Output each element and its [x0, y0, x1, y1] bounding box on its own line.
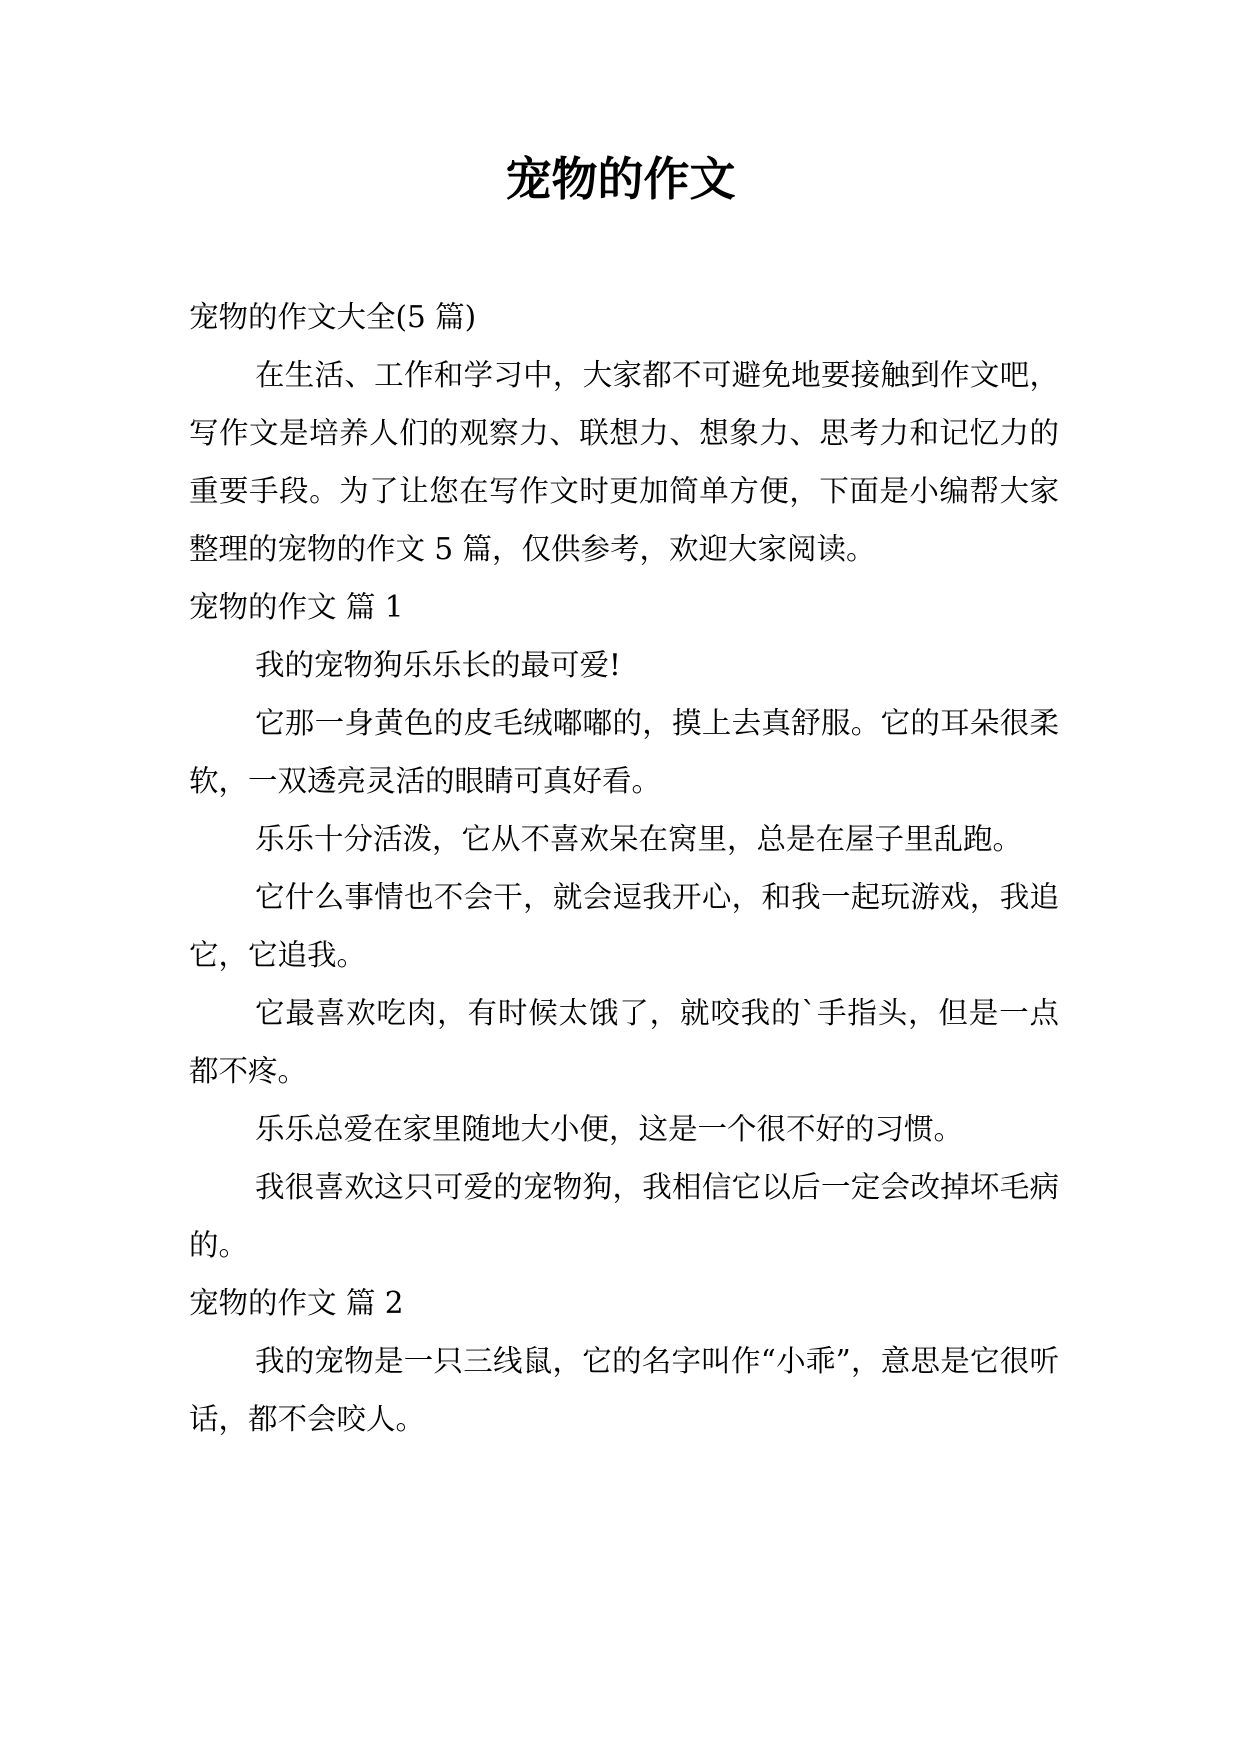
- paragraph: 我的宠物狗乐乐长的最可爱!: [255, 648, 621, 682]
- document-body: [189, 288, 1059, 1448]
- paragraph: 乐乐总爱在家里随地大小便，这是一个很不好的习惯。: [255, 1112, 964, 1146]
- paragraph: 乐乐十分活泼，它从不喜欢呆在窝里，总是在屋子里乱跑。: [255, 822, 1023, 856]
- section-heading-1: 宠物的作文 篇 1: [189, 590, 404, 624]
- paragraph: 它什么事情也不会干，就会逗我开心，和我一起玩游戏，我追它，它追我。: [189, 880, 1059, 972]
- paragraph: 它那一身黄色的皮毛绒嘟嘟的，摸上去真舒服。它的耳朵很柔软，一双透亮灵活的眼睛可真好看。: [189, 706, 1059, 798]
- paragraph: 我的宠物是一只三线鼠，它的名字叫作“小乖”，意思是它很听话，都不会咬人。: [189, 1344, 1059, 1436]
- document-title: 宠物的作文: [505, 152, 736, 206]
- document-subtitle: 宠物的作文大全(5 篇): [189, 300, 477, 334]
- paragraph: 我很喜欢这只可爱的宠物狗，我相信它以后一定会改掉坏毛病的。: [189, 1170, 1059, 1262]
- section-heading-2: 宠物的作文 篇 2: [189, 1286, 404, 1320]
- intro-paragraph: 在生活、工作和学习中，大家都不可避免地要接触到作文吧，写作文是培养人们的观察力、联想力、想象力、思考力和记忆力的重要手段。为了让您在写作文时更加简单方便，下面是小编帮大家整理的宠物的作文 5 篇，仅供参考，欢迎大家阅读。: [189, 358, 1059, 566]
- paragraph: 它最喜欢吃肉，有时候太饿了，就咬我的`手指头，但是一点都不疼。: [189, 996, 1059, 1088]
